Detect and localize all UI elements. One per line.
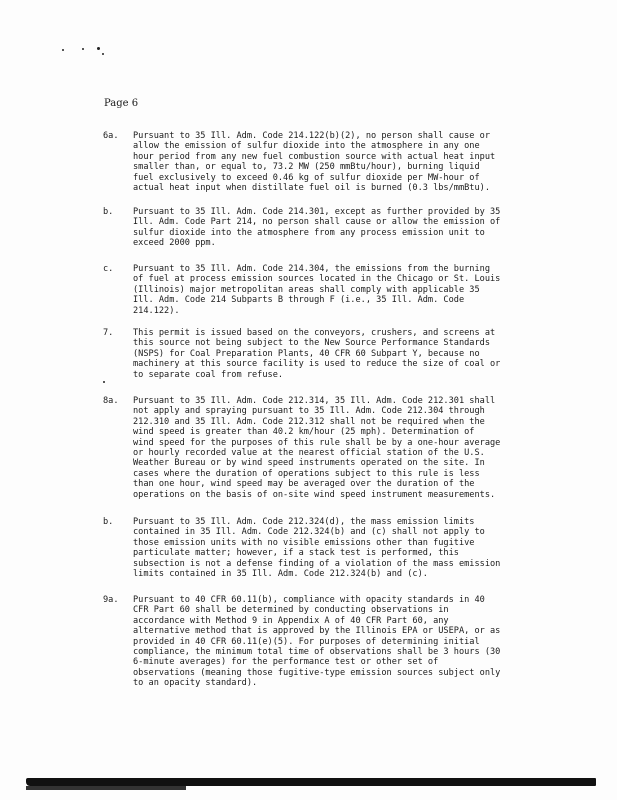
- paragraph-text: Pursuant to 35 Ill. Adm. Code 214.122(b)(2), no person shall cause or allow the emission of sulfur dioxide into the atmosphere in any one hour period from any new fuel combustion source with actual heat input smaller than, or equal to, 73.2 MW (250 mmBtu/hour), burning liquid fuel exclusively to exceed 0.46 kg of sulfur dioxide per MW-hour of actual heat input when distillate fuel oil is burned (0.3 lbs/mmBtu).: [133, 131, 496, 194]
- paragraph-number: 7.: [103, 328, 114, 338]
- paragraph-text: Pursuant to 35 Ill. Adm. Code 212.314, 35 Ill. Adm. Code 212.301 shall not apply and spraying pursuant to 35 Ill. Adm. Code 212.304 through 212.310 and 35 Ill. Adm. Code 212.312 shall not be required when the wind speed is greater than 40.2 km/hour (25 mph). Determination of wind speed for the purposes of this rule shall be by a one-hour average or hourly recorded value at the nearest official station of the U.S. Weather Bureau or by wind speed instruments operated on the site. In cases where the duration of operations subject to this rule is less than one hour, wind speed may be averaged over the duration of the operations on the basis of on-site wind speed instrument measurements.: [133, 396, 501, 500]
- scan-speck: [82, 48, 84, 50]
- paragraph-text: This permit is issued based on the conveyors, crushers, and screens at this source not being subject to the New Source Performance Standards (NSPS) for Coal Preparation Plants, 40 CFR 60 Subpart Y, because no machinery at this source facility is used to reduce the size of coal or to separate coal from refuse.: [133, 328, 501, 380]
- paragraph-text: Pursuant to 35 Ill. Adm. Code 212.324(d), the mass emission limits contained in 35 Ill. Adm. Code 212.324(b) and (c) shall not apply to those emission units with no visible emissions other than fugitive particulate matter; however, if a stack test is performed, this subsection is not a defense finding of a violation of the mass emission limits contained in 35 Ill. Adm. Code 212.324(b) and (c).: [133, 517, 501, 580]
- scan-speck: [62, 49, 64, 51]
- scan-speck: [102, 53, 104, 55]
- scan-speck: [97, 47, 100, 50]
- paragraph-number: b.: [103, 517, 114, 527]
- paragraph-number: c.: [103, 264, 114, 274]
- paragraph-number: 6a.: [103, 131, 119, 141]
- paragraph-number: 9a.: [103, 595, 119, 605]
- scan-edge-bar: [26, 778, 596, 786]
- paragraph-text: Pursuant to 40 CFR 60.11(b), compliance with opacity standards in 40 CFR Part 60 shall be determined by conducting observations in accordance with Method 9 in Appendix A of 40 CFR Part 60, any alternative method that is approved by the Illinois EPA or USEPA, or as provided in 40 CFR 60.11(e)(5). For purposes of determining initial compliance, the minimum total time of observations shall be 3 hours (30 6-minute averages) for the performance test or other set of observations (meaning those fugitive-type emission sources subject only to an opacity standard).: [133, 595, 501, 689]
- paragraph-number: b.: [103, 207, 114, 217]
- paragraph-text: Pursuant to 35 Ill. Adm. Code 214.301, except as further provided by 35 Ill. Adm. Code Part 214, no person shall cause or allow the emission of sulfur dioxide into the atmosphere from any process emission unit to exceed 2000 ppm.: [133, 207, 501, 249]
- scan-speck: [103, 381, 105, 383]
- paragraph-number: 8a.: [103, 396, 119, 406]
- page-number: Page 6: [104, 98, 139, 109]
- paragraph-text: Pursuant to 35 Ill. Adm. Code 214.304, the emissions from the burning of fuel at process emission sources located in the Chicago or St. Louis (Illinois) major metropolitan areas shall comply with applicable 35 Ill. Adm. Code 214 Subparts B through F (i.e., 35 Ill. Adm. Code 214.122).: [133, 264, 501, 316]
- scan-edge-bar: [26, 786, 186, 790]
